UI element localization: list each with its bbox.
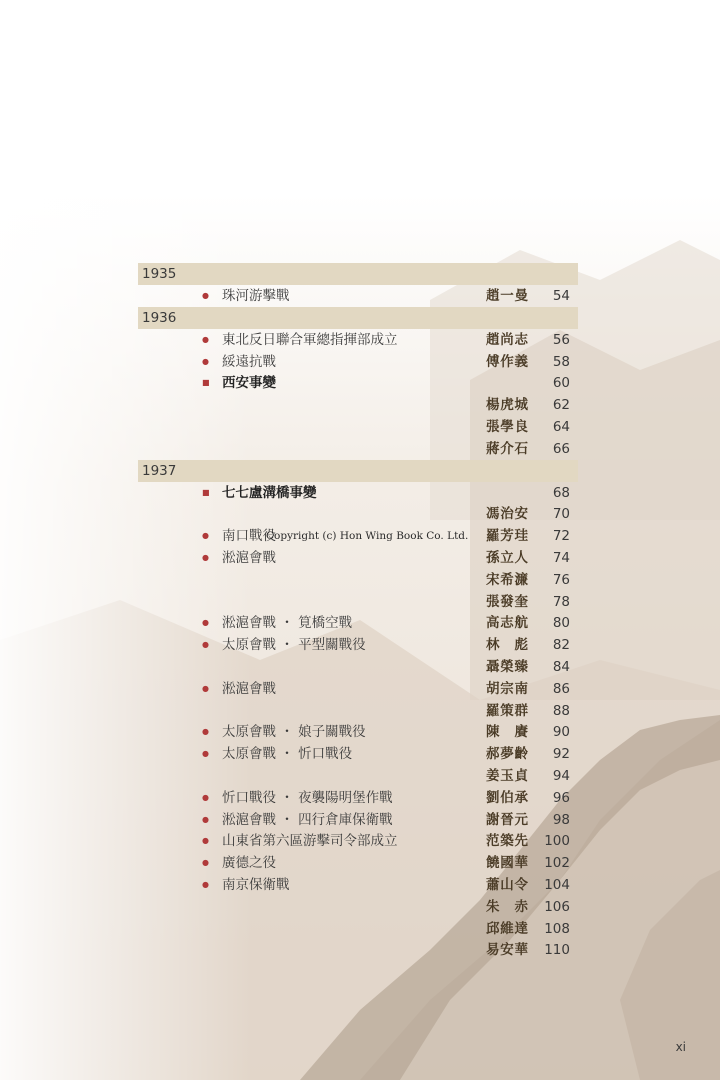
- entry-title: 南口戰役: [222, 528, 276, 545]
- entry-title: 太原會戰 ・ 忻口戰役: [222, 746, 353, 763]
- entry-person: 聶榮臻: [486, 658, 528, 675]
- entry-person: 蔣介石: [486, 440, 528, 457]
- entry-person: 饒國華: [486, 855, 528, 872]
- square-bullet-icon: ■: [202, 378, 210, 388]
- page-number: xi: [675, 1040, 686, 1054]
- entry-page-number: 82: [552, 637, 570, 654]
- entry-page-number: 106: [544, 898, 570, 915]
- round-bullet-icon: ●: [202, 879, 209, 889]
- entry-page-number: 56: [552, 331, 570, 348]
- year-header: [138, 307, 578, 329]
- entry-person: 郝夢齡: [486, 746, 528, 763]
- entry-title: 山東省第六區游擊司令部成立: [222, 833, 398, 850]
- round-bullet-icon: ●: [202, 618, 209, 628]
- entry-title: 太原會戰 ・ 娘子關戰役: [222, 724, 366, 741]
- square-bullet-icon: ■: [202, 487, 210, 497]
- entry-person: 邱維達: [486, 920, 528, 937]
- year-header: [138, 460, 578, 482]
- entry-person: 胡宗南: [486, 680, 528, 697]
- toc-entry[interactable]: [138, 394, 578, 416]
- entry-title: 廣德之役: [222, 855, 276, 872]
- round-bullet-icon: ●: [202, 858, 209, 868]
- toc-entry[interactable]: [138, 438, 578, 460]
- table-of-contents: [138, 263, 578, 961]
- entry-page-number: 64: [552, 418, 570, 435]
- entry-page-number: 104: [544, 876, 570, 893]
- toc-entry[interactable]: [138, 721, 578, 743]
- toc-entry[interactable]: [138, 918, 578, 940]
- entry-title: 淞滬會戰: [222, 549, 276, 566]
- round-bullet-icon: ●: [202, 792, 209, 802]
- round-bullet-icon: ●: [202, 356, 209, 366]
- entry-title: 東北反日聯合軍總指揮部成立: [222, 331, 398, 348]
- entry-page-number: 88: [552, 702, 570, 719]
- entry-page-number: 72: [552, 528, 570, 545]
- entry-person: 楊虎城: [486, 397, 528, 414]
- toc-entry[interactable]: [138, 809, 578, 831]
- toc-entry[interactable]: [138, 765, 578, 787]
- entry-person: 羅芳珪: [486, 528, 528, 545]
- entry-page-number: 80: [552, 615, 570, 632]
- toc-entry[interactable]: [138, 743, 578, 765]
- toc-entry[interactable]: [138, 351, 578, 373]
- entry-title: 淞滬會戰 ・ 筧橋空戰: [222, 615, 353, 632]
- entry-page-number: 76: [552, 571, 570, 588]
- toc-entry[interactable]: [138, 634, 578, 656]
- toc-entry[interactable]: [138, 787, 578, 809]
- entry-person: 孫立人: [486, 549, 528, 566]
- entry-page-number: 98: [552, 811, 570, 828]
- entry-page-number: 54: [552, 288, 570, 304]
- entry-page-number: 84: [552, 658, 570, 675]
- toc-entry[interactable]: [138, 416, 578, 438]
- toc-entry[interactable]: [138, 852, 578, 874]
- toc-entry[interactable]: [138, 285, 578, 307]
- entry-page-number: 60: [552, 375, 570, 392]
- entry-title: 綏遠抗戰: [222, 353, 276, 370]
- toc-entry[interactable]: [138, 656, 578, 678]
- entry-person: 劉伯承: [486, 789, 528, 806]
- round-bullet-icon: ●: [202, 640, 209, 650]
- copyright-notice: Copyright (c) Hon Wing Book Co. Ltd.: [266, 530, 469, 542]
- round-bullet-icon: ●: [202, 334, 209, 344]
- entry-person: 馮治安: [486, 506, 528, 523]
- round-bullet-icon: ●: [202, 531, 209, 541]
- toc-entry[interactable]: [138, 678, 578, 700]
- round-bullet-icon: ●: [202, 836, 209, 846]
- toc-entry[interactable]: [138, 874, 578, 896]
- year-label: 1937: [142, 462, 177, 479]
- toc-entry[interactable]: [138, 569, 578, 591]
- entry-person: 朱 赤: [486, 898, 528, 915]
- toc-entry[interactable]: [138, 329, 578, 351]
- entry-person: 陳 賡: [486, 724, 528, 741]
- entry-page-number: 94: [552, 767, 570, 784]
- entry-person: 張學良: [486, 418, 528, 435]
- toc-entry[interactable]: [138, 372, 578, 394]
- toc-entry[interactable]: [138, 612, 578, 634]
- entry-title: 南京保衛戰: [222, 876, 290, 893]
- year-header: [138, 263, 578, 285]
- entry-page-number: 68: [552, 484, 570, 501]
- entry-person: 林 彪: [486, 637, 528, 654]
- year-label: 1935: [142, 266, 177, 282]
- entry-page-number: 70: [552, 506, 570, 523]
- toc-entry[interactable]: [138, 830, 578, 852]
- round-bullet-icon: ●: [202, 814, 209, 824]
- toc-entry[interactable]: [138, 591, 578, 613]
- entry-page-number: 90: [552, 724, 570, 741]
- entry-title: 淞滬會戰: [222, 680, 276, 697]
- round-bullet-icon: ●: [202, 749, 209, 759]
- toc-entry[interactable]: [138, 482, 578, 504]
- entry-page-number: 86: [552, 680, 570, 697]
- entry-title: 珠河游擊戰: [222, 288, 290, 304]
- entry-person: 蕭山令: [486, 876, 528, 893]
- toc-entry[interactable]: [138, 503, 578, 525]
- round-bullet-icon: ●: [202, 291, 209, 300]
- entry-person: 謝晉元: [486, 811, 528, 828]
- entry-title: 七七盧溝橋事變: [222, 484, 317, 501]
- entry-page-number: 78: [552, 593, 570, 610]
- entry-person: 趙一曼: [486, 288, 528, 304]
- round-bullet-icon: ●: [202, 552, 209, 562]
- entry-page-number: 58: [552, 353, 570, 370]
- entry-person: 易安華: [486, 942, 528, 959]
- entry-page-number: 100: [544, 833, 570, 850]
- entry-page-number: 66: [552, 440, 570, 457]
- entry-person: 羅策群: [486, 702, 528, 719]
- entry-page-number: 74: [552, 549, 570, 566]
- toc-entry[interactable]: [138, 547, 578, 569]
- year-label: 1936: [142, 309, 177, 326]
- entry-page-number: 108: [544, 920, 570, 937]
- entry-page-number: 96: [552, 789, 570, 806]
- toc-entry[interactable]: [138, 700, 578, 722]
- entry-person: 姜玉貞: [486, 767, 528, 784]
- entry-person: 范築先: [486, 833, 528, 850]
- entry-person: 傅作義: [486, 353, 528, 370]
- toc-entry[interactable]: [138, 896, 578, 918]
- entry-title: 太原會戰 ・ 平型關戰役: [222, 637, 366, 654]
- round-bullet-icon: ●: [202, 727, 209, 737]
- entry-title: 淞滬會戰 ・ 四行倉庫保衛戰: [222, 811, 393, 828]
- entry-person: 高志航: [486, 615, 528, 632]
- entry-title: 西安事變: [222, 375, 276, 392]
- entry-page-number: 110: [544, 942, 570, 959]
- entry-page-number: 62: [552, 397, 570, 414]
- toc-entry[interactable]: [138, 939, 578, 961]
- entry-page-number: 92: [552, 746, 570, 763]
- round-bullet-icon: ●: [202, 683, 209, 693]
- entry-person: 宋希濂: [486, 571, 528, 588]
- entry-title: 忻口戰役 ・ 夜襲陽明堡作戰: [222, 789, 393, 806]
- entry-page-number: 102: [544, 855, 570, 872]
- entry-person: 趙尚志: [486, 331, 528, 348]
- entry-person: 張發奎: [486, 593, 528, 610]
